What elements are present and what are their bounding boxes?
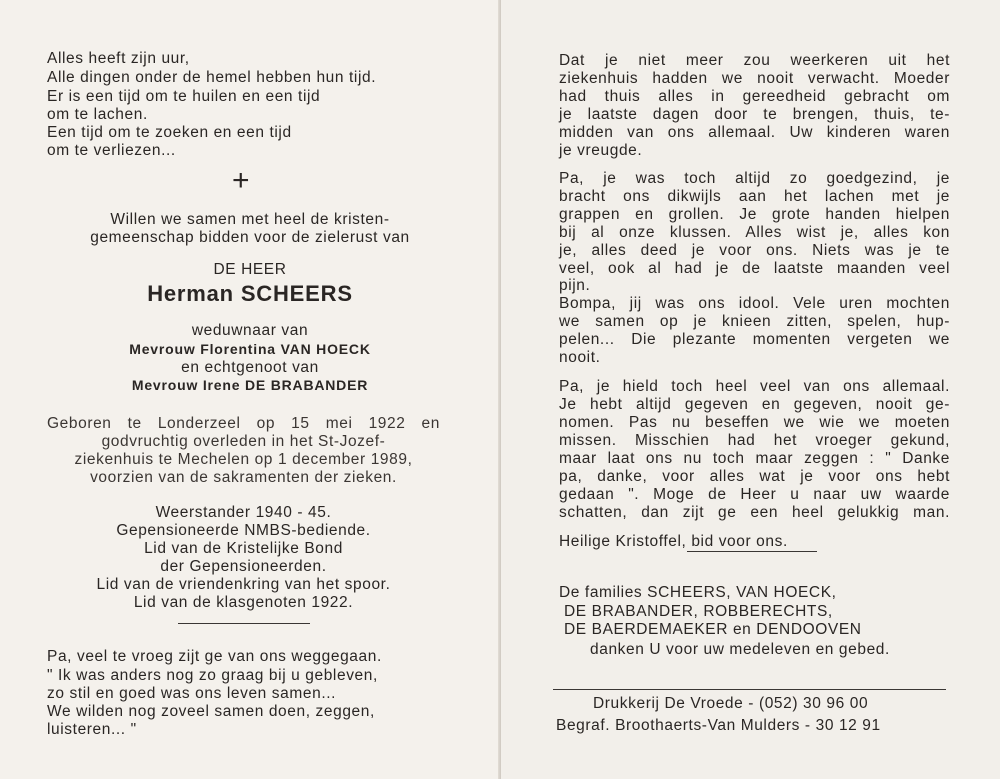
farewell-line: We wilden nog zoveel samen doen, zeggen, — [47, 703, 375, 720]
text-line: je laatste dagen door te brengen, thuis, te- — [559, 106, 950, 123]
text-line: ziekenhuis hadden we nooit verwacht. Moeder — [559, 70, 950, 87]
text-line: bracht ons dikwijls aan het lachen met je — [559, 188, 950, 205]
text-line: Pa, je hield toch heel veel van ons allemaal. — [559, 378, 950, 395]
divider-line — [687, 551, 817, 552]
birth-death-line: voorzien van de sakramenten der zieken. — [90, 469, 397, 486]
families-line: DE BAERDEMAEKER en DENDOOVEN — [564, 621, 862, 638]
families-line: De families SCHEERS, VAN HOECK, — [559, 584, 837, 601]
poem-line: om te verliezen... — [47, 142, 176, 159]
text-line: Je hebt altijd gegeven en gegeven, nooit ge- — [559, 396, 950, 413]
text-line: we samen op je knieen zitten, spelen, hup- — [559, 313, 950, 330]
role-line: Lid van de vriendenkring van het spoor. — [96, 576, 391, 593]
poem-line: Alle dingen onder de hemel hebben hun tijd. — [47, 69, 377, 86]
text-line: Bompa, jij was ons idool. Vele uren mochten — [559, 295, 950, 312]
poem-line: om te lachen. — [47, 106, 148, 123]
text-line: maar laat ons nu toch maar zeggen : " Danke — [559, 450, 950, 467]
text-line: nomen. Pas nu beseffen we wie we moeten — [559, 414, 950, 431]
second-wife-name: Mevrouw Irene DE BRABANDER — [131, 377, 369, 393]
role-line: Weerstander 1940 - 45. — [155, 504, 332, 521]
farewell-line: Pa, veel te vroeg zijt ge van ons weggegaan. — [47, 648, 382, 665]
text-line: pijn. — [559, 277, 591, 294]
prayer-line: Willen we samen met heel de kristen- — [110, 211, 390, 228]
text-line: had thuis alles in gereedheid gebracht om — [559, 88, 950, 105]
role-line: Lid van de Kristelijke Bond — [144, 540, 343, 557]
poem-line: Een tijd om te zoeken en een tijd — [47, 124, 292, 141]
text-line: bij al onze klussen. Alles wist je, alles kon — [559, 224, 950, 241]
text-line: missen. Misschien had het vroeger gekund, — [559, 432, 950, 449]
text-line: pa, danke, voor alles wat je voor ons hebt — [559, 468, 950, 485]
families-line: danken U voor uw medeleven en gebed. — [590, 641, 890, 658]
printer-line: Drukkerij De Vroede - (052) 30 96 00 — [593, 695, 869, 712]
farewell-line: luisteren... " — [47, 721, 137, 738]
text-line: Dat je niet meer zou weerkeren uit het — [559, 52, 950, 69]
text-line: Pa, je was toch altijd zo goedgezind, je — [559, 170, 950, 187]
widower-label: weduwnaar van — [191, 322, 309, 339]
footer-rule — [553, 689, 946, 690]
spouse-label: en echtgenoot van — [181, 359, 319, 376]
text-line: schatten, dan zijt ge een heel gelukkig man. — [559, 504, 950, 521]
text-line: je, alles deed je voor ons. Niets was je te — [559, 242, 950, 259]
text-line: gedaan ". Moge de Heer u naar uw waarde — [559, 486, 950, 503]
text-line: pelen... Die plezante momenten vergeten we — [559, 331, 950, 348]
cross-symbol: + — [232, 164, 250, 197]
birth-death-line: Geboren te Londerzeel op 15 mei 1922 en — [47, 415, 440, 432]
poem-line: Alles heeft zijn uur, — [47, 50, 190, 67]
poem-line: Er is een tijd om te huilen en een tijd — [47, 88, 321, 105]
prayer-line: gemeenschap bidden voor de zielerust van — [90, 229, 410, 246]
first-wife-name: Mevrouw Florentina VAN HOECK — [129, 341, 371, 357]
text-line: je vreugde. — [559, 142, 643, 159]
right-page — [501, 0, 1000, 779]
deceased-name: Herman SCHEERS — [147, 281, 353, 306]
closing-prayer: Heilige Kristoffel, bid voor ons. — [559, 533, 788, 550]
birth-death-line: godvruchtig overleden in het St-Jozef- — [101, 433, 386, 450]
deceased-title: DE HEER — [213, 261, 287, 278]
undertaker-line: Begraf. Broothaerts-Van Mulders - 30 12 91 — [556, 717, 881, 734]
text-line: veel, ook al had je de laatste maanden veel — [559, 260, 950, 277]
text-line: midden van ons allemaal. Uw kinderen waren — [559, 124, 950, 141]
farewell-line: " Ik was anders nog zo graag bij u gebleven, — [47, 667, 378, 684]
text-line: nooit. — [559, 349, 601, 366]
farewell-line: zo stil en goed was ons leven samen... — [47, 685, 337, 702]
text-line: grappen en grollen. Je grote handen hielpen — [559, 206, 950, 223]
role-line: Lid van de klasgenoten 1922. — [133, 594, 354, 611]
families-line: DE BRABANDER, ROBBERECHTS, — [564, 603, 833, 620]
role-line: der Gepensioneerden. — [160, 558, 327, 575]
divider-line — [178, 623, 310, 624]
role-line: Gepensioneerde NMBS-bediende. — [116, 522, 371, 539]
birth-death-line: ziekenhuis te Mechelen op 1 december 1989, — [74, 451, 413, 468]
